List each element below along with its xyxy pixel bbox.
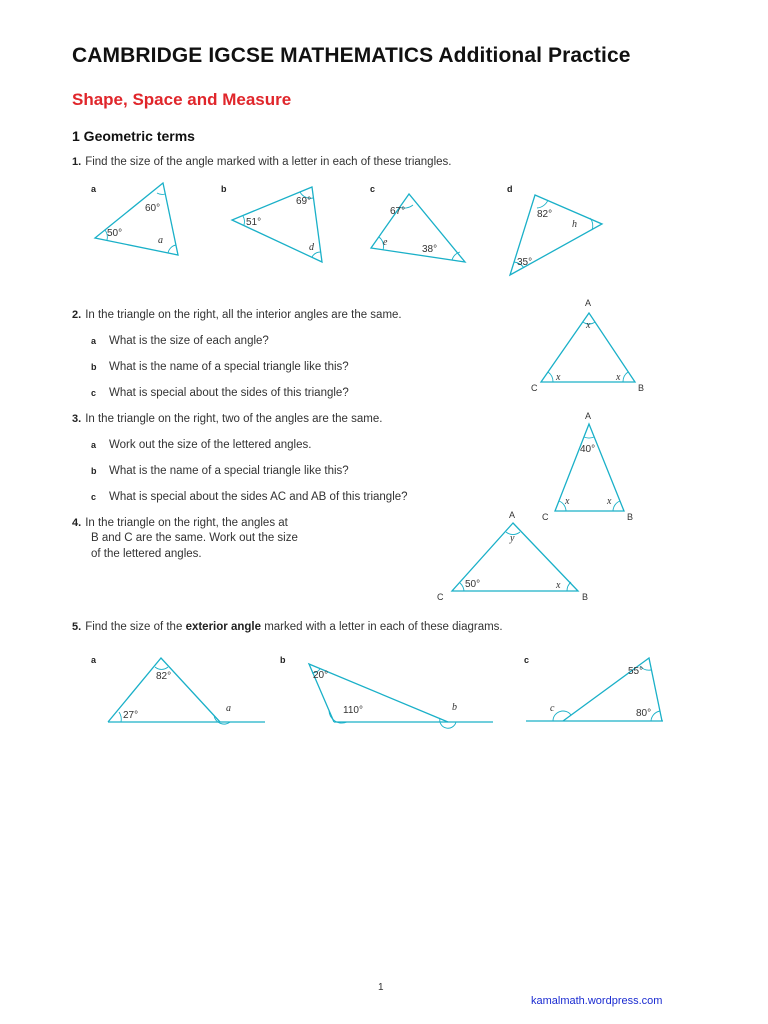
question-5 — [72, 621, 503, 633]
triangle-diagram-b — [232, 187, 322, 262]
unknown-angle: h — [572, 219, 577, 230]
exterior-angle-diagram-b — [309, 664, 493, 728]
vertex-label-a: A — [509, 510, 516, 520]
angle-arc — [157, 193, 165, 194]
angle-arc — [553, 711, 571, 721]
part-text: Work out the size of the lettered angles. — [109, 439, 312, 451]
q2-q4-diagrams — [0, 290, 768, 610]
diagram-label-b: b — [221, 184, 227, 194]
unknown-angle: x — [586, 320, 591, 331]
angle-arc — [214, 715, 230, 724]
vertex-label-c: C — [542, 512, 549, 522]
angle-arc — [623, 372, 628, 382]
exterior-angle: a — [226, 703, 231, 714]
part-label: c — [91, 388, 97, 398]
angle-value: 82° — [156, 671, 172, 682]
diagram-label-d: d — [507, 184, 513, 194]
triangle-shape — [371, 194, 465, 262]
question-text: In the triangle on the right, two of the angles are the same. — [85, 413, 383, 425]
q1-diagrams — [0, 0, 768, 300]
unknown-angle: d — [309, 242, 314, 253]
part-text: What is special about the sides of this triangle? — [109, 387, 349, 399]
unknown-angle: x — [607, 496, 612, 507]
exterior-angle: b — [452, 702, 457, 713]
part-label: b — [91, 466, 97, 476]
question-text: Find the size of the angle marked with a letter in each of these triangles. — [85, 156, 452, 168]
angle-value: 20° — [313, 670, 329, 681]
page-title: CAMBRIDGE IGCSE MATHEMATICS Additional Practice — [72, 44, 631, 67]
triangle-diagram-c — [371, 194, 465, 262]
triangle-diagram-d — [510, 195, 602, 275]
angle-arc — [548, 372, 553, 382]
vertex-label-b: B — [627, 512, 634, 522]
angle-value: 51° — [246, 217, 262, 228]
question-4-line-3: of the lettered angles. — [91, 548, 202, 560]
unknown-angle: x — [616, 372, 621, 383]
triangle-shape — [95, 183, 178, 255]
angle-arc — [613, 501, 620, 511]
angle-arc — [243, 216, 244, 225]
diagram-label-a: a — [91, 184, 97, 194]
angle-value: 40° — [580, 444, 596, 455]
vertex-label-b: B — [582, 592, 589, 602]
angle-arc — [155, 667, 168, 669]
exterior-angle-diagram-a — [108, 658, 265, 724]
angle-value: 55° — [628, 666, 644, 677]
angle-arc — [452, 252, 460, 260]
unknown-angle: x — [556, 372, 561, 383]
vertex-label-c: C — [531, 383, 538, 393]
question-4-line-2: B and C are the same. Work out the size — [91, 532, 298, 544]
question-number: 2. — [72, 309, 82, 321]
exterior-angle-diagram-c — [526, 658, 663, 721]
vertex-label-c: C — [437, 592, 444, 602]
exterior-angle: c — [550, 703, 555, 714]
angle-value: 35° — [517, 257, 533, 268]
isosceles-triangle-diagram — [542, 411, 633, 522]
part-label: a — [91, 440, 97, 450]
vertex-label-a: A — [585, 298, 592, 308]
diagram-label-a: a — [91, 655, 97, 665]
page-number: 1 — [378, 982, 384, 993]
vertex-label-a: A — [585, 411, 592, 421]
part-text: What is the name of a special triangle like this? — [109, 465, 349, 477]
unknown-angle: e — [383, 237, 388, 248]
equilateral-triangle-diagram — [531, 298, 644, 393]
angle-value: 60° — [145, 203, 161, 214]
angle-arc — [460, 583, 464, 591]
angle-arc — [651, 711, 660, 721]
question-number: 3. — [72, 413, 82, 425]
angle-arc — [168, 245, 176, 253]
q4-triangle-diagram — [437, 510, 588, 602]
triangle-diagram-a — [95, 183, 178, 255]
angle-value: 82° — [537, 209, 553, 220]
part-label: b — [91, 362, 97, 372]
website-link[interactable]: kamalmath.wordpress.com — [531, 995, 663, 1007]
diagram-label-c: c — [524, 655, 530, 665]
part-text: What is special about the sides AC and AB of this triangle? — [109, 491, 408, 503]
question-text: In the triangle on the right, the angles at — [85, 517, 288, 529]
unknown-angle: x — [556, 580, 561, 591]
angle-value: 110° — [343, 705, 363, 716]
part-label: c — [91, 492, 97, 502]
question-text: Find the size of the — [85, 621, 183, 633]
question-text: marked with a letter in each of these diagrams. — [264, 621, 503, 633]
emphasis-text: exterior angle — [185, 621, 261, 633]
question-number: 1. — [72, 156, 82, 168]
triangle-sides — [309, 664, 448, 722]
unknown-angle: x — [565, 496, 570, 507]
question-number: 5. — [72, 621, 82, 633]
part-text: What is the size of each angle? — [109, 335, 269, 347]
q5-diagrams — [0, 640, 768, 740]
section-heading: 1 Geometric terms — [72, 128, 195, 144]
diagram-label-c: c — [370, 184, 376, 194]
question-text: In the triangle on the right, all the interior angles are the same. — [85, 309, 402, 321]
angle-arc — [584, 437, 594, 438]
angle-value: 38° — [422, 244, 438, 255]
angle-value: 80° — [636, 708, 652, 719]
chapter-subtitle: Shape, Space and Measure — [72, 90, 292, 109]
part-text: What is the name of a special triangle like this? — [109, 361, 349, 373]
vertex-label-b: B — [638, 383, 645, 393]
angle-arc — [537, 200, 548, 208]
diagram-label-b: b — [280, 655, 286, 665]
part-label: a — [91, 336, 97, 346]
angle-value: 69° — [296, 196, 312, 207]
unknown-angle: y — [510, 533, 515, 544]
angle-value: 27° — [123, 710, 139, 721]
angle-value: 50° — [465, 579, 481, 590]
angle-arc — [119, 712, 121, 722]
angle-value: 67° — [390, 206, 406, 217]
angle-value: 50° — [107, 228, 123, 239]
unknown-angle: a — [158, 235, 163, 246]
question-number: 4. — [72, 517, 82, 529]
